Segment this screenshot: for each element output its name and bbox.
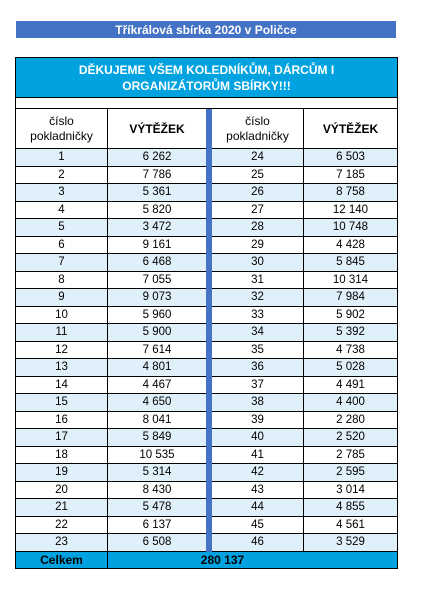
yield-cell: 7 185 <box>336 168 365 181</box>
yield-cell: 10 748 <box>332 221 369 234</box>
yield-cell: 5 902 <box>336 308 365 321</box>
yield-cell: 4 855 <box>336 501 365 514</box>
table-row <box>212 534 397 552</box>
box-number-cell: 10 <box>16 307 108 324</box>
table-header-left <box>16 109 206 149</box>
table-row <box>16 342 206 360</box>
yield-cell: 4 738 <box>336 343 365 356</box>
box-number-cell: 4 <box>16 202 108 219</box>
box-number-cell: 37 <box>212 377 304 394</box>
yield-cell: 3 014 <box>336 483 365 496</box>
table-row <box>212 394 397 412</box>
box-number-cell: 25 <box>212 167 304 184</box>
box-number-cell: 20 <box>16 482 108 499</box>
table-header-right <box>212 109 397 149</box>
table-row <box>212 517 397 535</box>
box-number-cell: 2 <box>16 167 108 184</box>
box-number-cell: 43 <box>212 482 304 499</box>
banner-line-1: DĚKUJEME VŠEM KOLEDNÍKŮM, DÁRCŮM I <box>78 63 335 77</box>
table-row <box>16 447 206 465</box>
table-row <box>212 237 397 255</box>
yield-cell: 3 472 <box>142 221 172 234</box>
table-row <box>16 184 206 202</box>
box-number-cell: 45 <box>212 517 304 534</box>
yield-cell: 4 650 <box>142 396 172 409</box>
table-row <box>212 412 397 430</box>
table-row <box>16 202 206 220</box>
yield-cell: 5 820 <box>142 203 172 216</box>
box-number-cell: 32 <box>212 289 304 306</box>
box-number-cell: 38 <box>212 394 304 411</box>
yield-cell: 7 614 <box>142 343 172 356</box>
box-number-cell: 11 <box>16 324 108 341</box>
table-row <box>16 359 206 377</box>
page-title: Tříkrálová sbírka 2020 v Poličce <box>16 21 396 38</box>
box-number-cell: 21 <box>16 499 108 516</box>
box-number-cell: 24 <box>212 149 304 166</box>
box-number-cell: 15 <box>16 394 108 411</box>
box-number-cell: 40 <box>212 429 304 446</box>
box-number-cell: 9 <box>16 289 108 306</box>
table-row <box>212 447 397 465</box>
box-number-cell: 41 <box>212 447 304 464</box>
box-number-cell: 5 <box>16 219 108 236</box>
header-yield: VÝTĚŽEK <box>322 121 379 136</box>
box-number-cell: 42 <box>212 464 304 481</box>
box-number-cell: 46 <box>212 534 304 551</box>
yield-cell: 6 468 <box>142 256 172 269</box>
table-row <box>16 307 206 325</box>
box-number-cell: 7 <box>16 254 108 271</box>
table-row <box>16 272 206 290</box>
yield-cell: 4 561 <box>336 518 365 531</box>
table-row <box>16 517 206 535</box>
box-number-cell: 14 <box>16 377 108 394</box>
yield-cell: 8 758 <box>336 186 365 199</box>
yield-cell: 2 785 <box>336 448 365 461</box>
table-row <box>212 289 397 307</box>
box-number-cell: 29 <box>212 237 304 254</box>
box-number-cell: 35 <box>212 342 304 359</box>
yield-cell: 2 520 <box>336 431 365 444</box>
table-row <box>212 307 397 325</box>
yield-cell: 8 430 <box>142 483 172 496</box>
table-row <box>212 342 397 360</box>
yield-cell: 6 503 <box>336 151 365 164</box>
table-row <box>212 272 397 290</box>
box-number-cell: 28 <box>212 219 304 236</box>
table-row <box>212 499 397 517</box>
box-number-cell: 27 <box>212 202 304 219</box>
table-row <box>212 167 397 185</box>
table-row <box>16 324 206 342</box>
total-row <box>16 552 397 568</box>
table-row <box>212 429 397 447</box>
box-number-cell: 18 <box>16 447 108 464</box>
yield-cell: 5 900 <box>142 326 172 339</box>
table-row <box>212 219 397 237</box>
box-number-cell: 22 <box>16 517 108 534</box>
table-row <box>212 482 397 500</box>
box-number-cell: 33 <box>212 307 304 324</box>
table-row <box>16 429 206 447</box>
yield-cell: 5 960 <box>142 308 172 321</box>
yield-cell: 6 508 <box>142 536 172 549</box>
table-left-half <box>16 109 206 552</box>
box-number-cell: 1 <box>16 149 108 166</box>
box-number-cell: 8 <box>16 272 108 289</box>
yield-cell: 3 529 <box>336 536 365 549</box>
box-number-cell: 13 <box>16 359 108 376</box>
table-row <box>16 412 206 430</box>
yield-cell: 7 055 <box>142 273 172 286</box>
table-row <box>16 377 206 395</box>
total-label: Celkem <box>16 552 108 568</box>
yield-cell: 5 361 <box>142 186 172 199</box>
box-number-cell: 19 <box>16 464 108 481</box>
table-row <box>212 464 397 482</box>
header-box-number: číslo pokladničky <box>212 109 304 148</box>
table-row <box>16 499 206 517</box>
header-yield: VÝTĚŽEK <box>129 121 185 136</box>
yield-cell: 7 984 <box>336 291 365 304</box>
table-row <box>212 184 397 202</box>
yield-cell: 4 801 <box>142 361 172 374</box>
box-number-cell: 16 <box>16 412 108 429</box>
yield-cell: 4 467 <box>142 378 172 391</box>
yield-cell: 12 140 <box>332 203 369 216</box>
box-number-cell: 30 <box>212 254 304 271</box>
thank-you-banner <box>16 58 397 98</box>
yield-cell: 2 595 <box>336 466 365 479</box>
box-number-cell: 17 <box>16 429 108 446</box>
table-row <box>212 149 397 167</box>
yield-cell: 9 073 <box>142 291 172 304</box>
table-row <box>16 482 206 500</box>
table-row <box>212 359 397 377</box>
total-value: 280 137 <box>200 553 245 567</box>
yield-cell: 7 786 <box>142 168 172 181</box>
box-number-cell: 23 <box>16 534 108 551</box>
table-row <box>212 324 397 342</box>
yield-cell: 9 161 <box>142 238 172 251</box>
yield-cell: 5 392 <box>336 326 365 339</box>
yield-cell: 5 478 <box>142 501 172 514</box>
yield-cell: 5 028 <box>336 361 365 374</box>
box-number-cell: 44 <box>212 499 304 516</box>
box-number-cell: 26 <box>212 184 304 201</box>
yield-cell: 4 428 <box>336 238 365 251</box>
yield-cell: 10 314 <box>332 273 369 286</box>
table-row <box>16 237 206 255</box>
yield-cell: 2 280 <box>336 413 365 426</box>
box-number-cell: 39 <box>212 412 304 429</box>
table-row <box>16 167 206 185</box>
table-row <box>212 254 397 272</box>
yield-cell: 4 400 <box>336 396 365 409</box>
yield-cell: 5 314 <box>142 466 172 479</box>
table-row <box>16 254 206 272</box>
box-number-cell: 12 <box>16 342 108 359</box>
table-row <box>16 534 206 552</box>
yield-cell: 5 849 <box>142 431 172 444</box>
yield-cell: 5 845 <box>336 256 365 269</box>
box-number-cell: 6 <box>16 237 108 254</box>
yield-cell: 6 262 <box>142 151 172 164</box>
table-row <box>16 289 206 307</box>
yield-cell: 10 535 <box>139 448 175 461</box>
table-row <box>212 377 397 395</box>
box-number-cell: 34 <box>212 324 304 341</box>
table-row <box>16 219 206 237</box>
yield-cell: 6 137 <box>142 518 172 531</box>
box-number-cell: 3 <box>16 184 108 201</box>
header-box-number: číslo pokladničky <box>16 109 108 148</box>
table-row <box>16 149 206 167</box>
box-number-cell: 36 <box>212 359 304 376</box>
table-row <box>212 202 397 220</box>
collection-table <box>15 57 398 569</box>
table-row <box>16 394 206 412</box>
spacer-row <box>16 98 397 109</box>
table-right-half <box>212 109 397 552</box>
table-row <box>16 464 206 482</box>
box-number-cell: 31 <box>212 272 304 289</box>
banner-line-2: ORGANIZÁTORŮM SBÍRKY!!! <box>122 79 291 93</box>
yield-cell: 8 041 <box>142 413 172 426</box>
yield-cell: 4 491 <box>336 378 365 391</box>
